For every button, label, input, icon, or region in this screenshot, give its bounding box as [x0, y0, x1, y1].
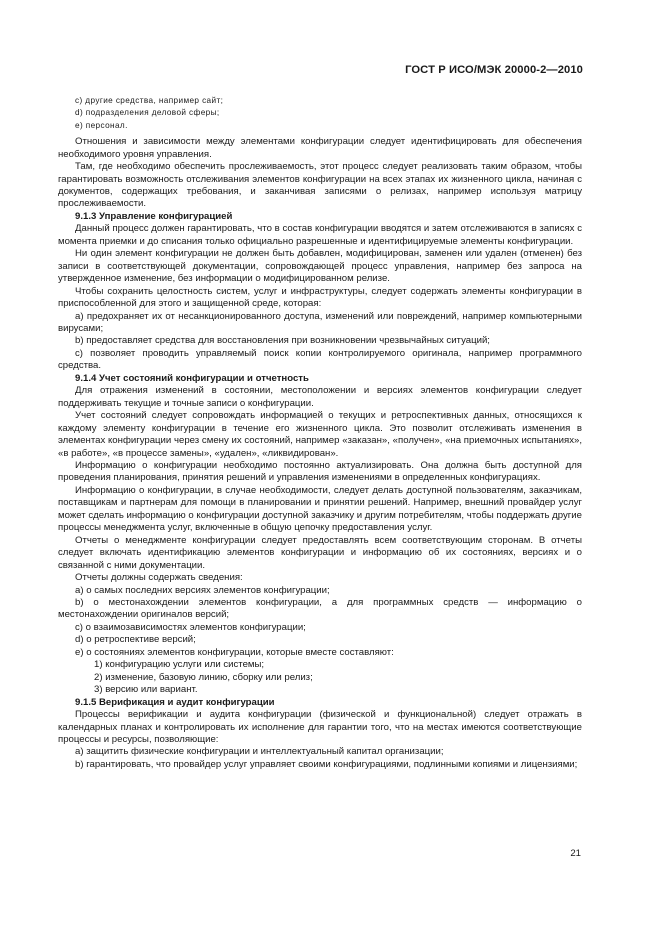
list-item: b) гарантировать, что провайдер услуг управляет своими конфигурациями, подлинными копиями и лицензиями;	[75, 758, 578, 770]
paragraph: Отношения и зависимости между элементами конфигурации следует идентифицировать для обеспечения необходимого уровня управления.	[58, 136, 582, 160]
paragraph: Для отражения изменений в состоянии, местоположении и версиях элементов конфигурации следует поддерживать текущие и точные записи о конфигурации.	[58, 385, 582, 409]
standard-header: ГОСТ Р ИСО/МЭК 20000-2—2010	[405, 64, 583, 76]
list-item: а) предохраняет их от несанкционированного доступа, изменений или повреждений, например компьютерными вирусами;	[58, 310, 582, 335]
paragraph: Ни один элемент конфигурации не должен быть добавлен, модифицирован, заменен или удален (отменен) без записи в соответствующей документации, сопровождающей процесс управления, например без запроса на утвержденное изменение, без информации о модифицированном релизе.	[58, 248, 582, 285]
paragraph: Информацию о конфигурации, в случае необходимости, следует делать доступной пользователям, заказчикам, поставщикам и партнерам для помощи в планировании и принятии решений. Например, внешний провайдер услуг может сделать информацию о конфигурации доступной заказчику и другим потребителям, чтобы поддержать другие процессы менеджмента услуг, включенные в общую цепочку предоставления услуг.	[58, 484, 582, 534]
page-content	[58, 95, 582, 771]
paragraph: Информацию о конфигурации необходимо постоянно актуализировать. Она должна быть доступной для проведения планирования, принятия решений и управления изменениями в определенных конфигурациях.	[58, 460, 582, 484]
list-item: с) о взаимозависимостях элементов конфигурации;	[75, 621, 306, 633]
paragraph: Процессы верификации и аудита конфигурации (физической и функциональной) следует отражать в календарных планах и контролировать их исполнение для гарантии того, что на местах имеются соответствующие процессы и ресурсы, позволяющие:	[58, 709, 582, 745]
paragraph: Отчеты должны содержать сведения:	[75, 572, 243, 584]
paragraph: Там, где необходимо обеспечить прослеживаемость, этот процесс следует реализовать таким образом, чтобы гарантировать возможность отслеживания элементов конфигурации на всех этапах их жизненного цикла, начиная с документов, содержащих требования, и заканчивая записями о релизах, например используя матрицу прослеживаемости.	[58, 161, 582, 210]
list-item: b) о местонахождении элементов конфигурации, а для программных средств — информацию о местонахождении оригиналов версий;	[58, 596, 582, 621]
paragraph: Учет состояний следует сопровождать информацией о текущих и ретроспективных данных, относящихся к каждому элементу конфигурации в течение его жизненного цикла. Это позволит отслеживать изменения в элементах конфигурации через смену их состояний, например «заказан», «получен», «на приемочных испытаниях», «в работе», «в процессе замены», «удален», «ликвидирован».	[58, 410, 582, 459]
list-item: е) персонал.	[75, 120, 128, 130]
list-item: с) другие средства, например сайт;	[75, 96, 224, 105]
section-heading-9-1-5: 9.1.5 Верификация и аудит конфигурации	[75, 696, 275, 708]
list-item: d) о ретроспективе версий;	[75, 634, 196, 646]
paragraph: Отчеты о менеджменте конфигурации следует предоставлять всем соответствующим сторонам. В отчеты следует включать идентификацию элементов конфигурации и информацию об их состояниях, версиях и о связанной с ними документации.	[58, 534, 582, 571]
paragraph: Данный процесс должен гарантировать, что в состав конфигурации вводятся и затем отслеживаются в записях с момента приемки и до списания только официально разрешенные и идентифицируемые элементы конфигурации.	[58, 223, 582, 247]
paragraph: Чтобы сохранить целостность систем, услуг и инфраструктуры, следует содержать элементы конфигурации в приспособленной для этого и защищенной среде, которая:	[58, 285, 582, 310]
sub-list-item: 3) версию или вариант.	[94, 684, 198, 696]
list-item: d) подразделения деловой сферы;	[75, 108, 220, 118]
section-heading-9-1-3: 9.1.3 Управление конфигурацией	[75, 210, 233, 222]
list-item: е) о состояниях элементов конфигурации, которые вместе составляют:	[75, 646, 394, 658]
sub-list-item: 1) конфигурацию услуги или системы;	[94, 659, 265, 671]
list-item: b) предоставляет средства для восстановления при возникновении чрезвычайных ситуаций;	[75, 335, 490, 347]
list-item: а) защитить физические конфигурации и интеллектуальный капитал организации;	[75, 746, 444, 758]
sub-list-item: 2) изменение, базовую линию, сборку или релиз;	[94, 671, 313, 683]
page-number: 21	[570, 848, 581, 859]
list-item: а) о самых последних версиях элементов конфигурации;	[75, 584, 330, 596]
section-heading-9-1-4: 9.1.4 Учет состояний конфигурации и отчетность	[75, 372, 309, 384]
list-item: с) позволяет проводить управляемый поиск копии контролируемого оригинала, например программного средства.	[58, 347, 582, 372]
